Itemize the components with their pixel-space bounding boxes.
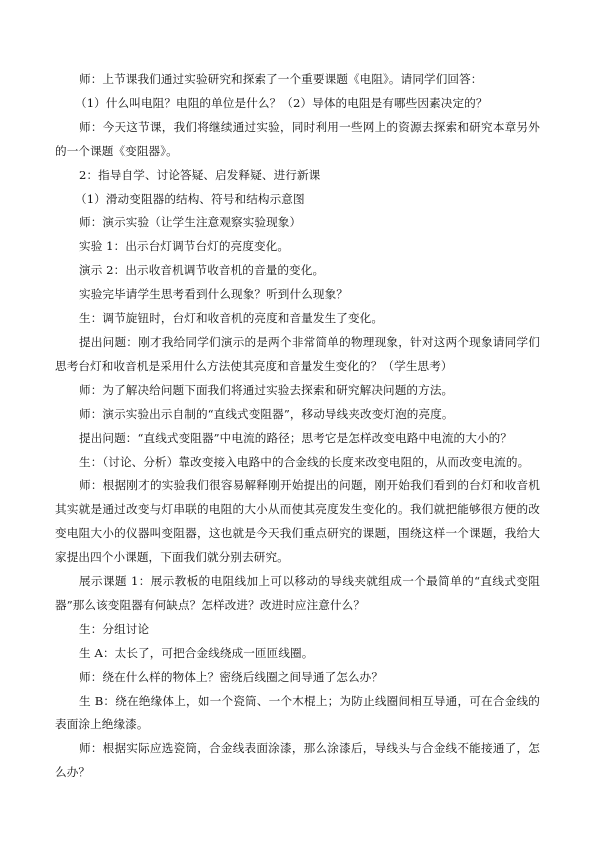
paragraph-teacher-followup: 师：绕在什么样的物体上？密绕后线圈之间导通了怎么办？ [79,669,384,684]
paragraph-student-b: 生 B：绕在绝缘体上，如一个瓷筒、一个木棍上；为防止线圈间相互导通，可在合金线的表面涂上绝缘漆。 [55,693,540,732]
paragraph-student-discussion: 生：（讨论、分析）靠改变接入电路中的合金线的长度来改变电阻的，从而改变电流的。 [79,454,530,469]
paragraph-teacher-explanation: 师：根据刚才的实验我们很容易解释刚开始提出的问题，刚开始我们看到的台灯和收音机其实就是通过改变与灯串联的电阻的大小从而使其亮度发生变化的。我们就把能够很方便的改变电阻大小的仪器叫变阻器，这也就是今天我们重点研究的课题，围绕这样一个课题，我给大家提出四个小课题，下面我们就分别去研究。 [55,478,540,565]
paragraph-step-2: 2：指导自学、讨论答疑、启发释疑、进行新课 [79,167,321,182]
paragraph-teacher-explore: 师：为了解决给问题下面我们将通过实验去探索和研究解决问题的方法。 [79,382,454,397]
paragraph-student-a: 生 A：太长了，可把合金线绕成一匝匝线圈。 [79,645,314,660]
paragraph-question-method: 提出问题：刚才我给同学们演示的是两个非常简单的物理现象，针对这两个现象请同学们思考台灯和收音机是采用什么方法使其亮度和音量发生变化的？（学生思考） [55,334,540,373]
paragraph-topic-1: 展示课题 1：展示教板的电阻线加上可以移动的导线夹就组成一个最简单的“直线式变阻器”那么该变阻器有何缺点？怎样改进？改进时应注意什么？ [55,574,540,612]
paragraph-section-1-heading: （1）滑动变阻器的结构、符号和结构示意图 [75,191,305,206]
paragraph-experiment-1: 实验 1：出示台灯调节台灯的亮度变化。 [79,239,290,254]
paragraph-today-topic: 师：今天这节课，我们将继续通过实验，同时利用一些网上的资源去探索和研究本章另外的一个课题《变阻器》。 [55,119,540,158]
paragraph-teacher-demo-rheostat: 师：演示实验出示自制的“直线式变阻器”，移动导线夹改变灯泡的亮度。 [79,406,454,421]
paragraph-questions-list: （1）什么叫电阻？电阻的单位是什么？（2）导体的电阻是有哪些因素决定的？ [75,95,488,110]
paragraph-demo-intro: 师：演示实验（让学生注意观察实验现象） [79,215,302,230]
paragraph-question-current-path: 提出问题：“直线式变阻器”中电流的路径；思考它是怎样改变电路中电流的大小的？ [79,430,513,445]
paragraph-review-question: 师：上节课我们通过实验研究和探索了一个重要课题《电阻》。请同学们回答： [79,72,483,86]
paragraph-think-prompt: 实验完毕请学生思考看到什么现象？听到什么现象？ [79,287,348,302]
paragraph-teacher-final-question: 师：根据实际应选瓷筒，合金线表面涂漆，那么涂漆后，导线头与合金线不能接通了，怎么办？ [55,741,540,780]
paragraph-group-discussion: 生：分组讨论 [79,621,150,636]
paragraph-student-answer-1: 生：调节旋钮时，台灯和收音机的亮度和音量发生了变化。 [79,311,384,326]
paragraph-demo-2: 演示 2：出示收音机调节收音机的音量的变化。 [79,263,325,278]
